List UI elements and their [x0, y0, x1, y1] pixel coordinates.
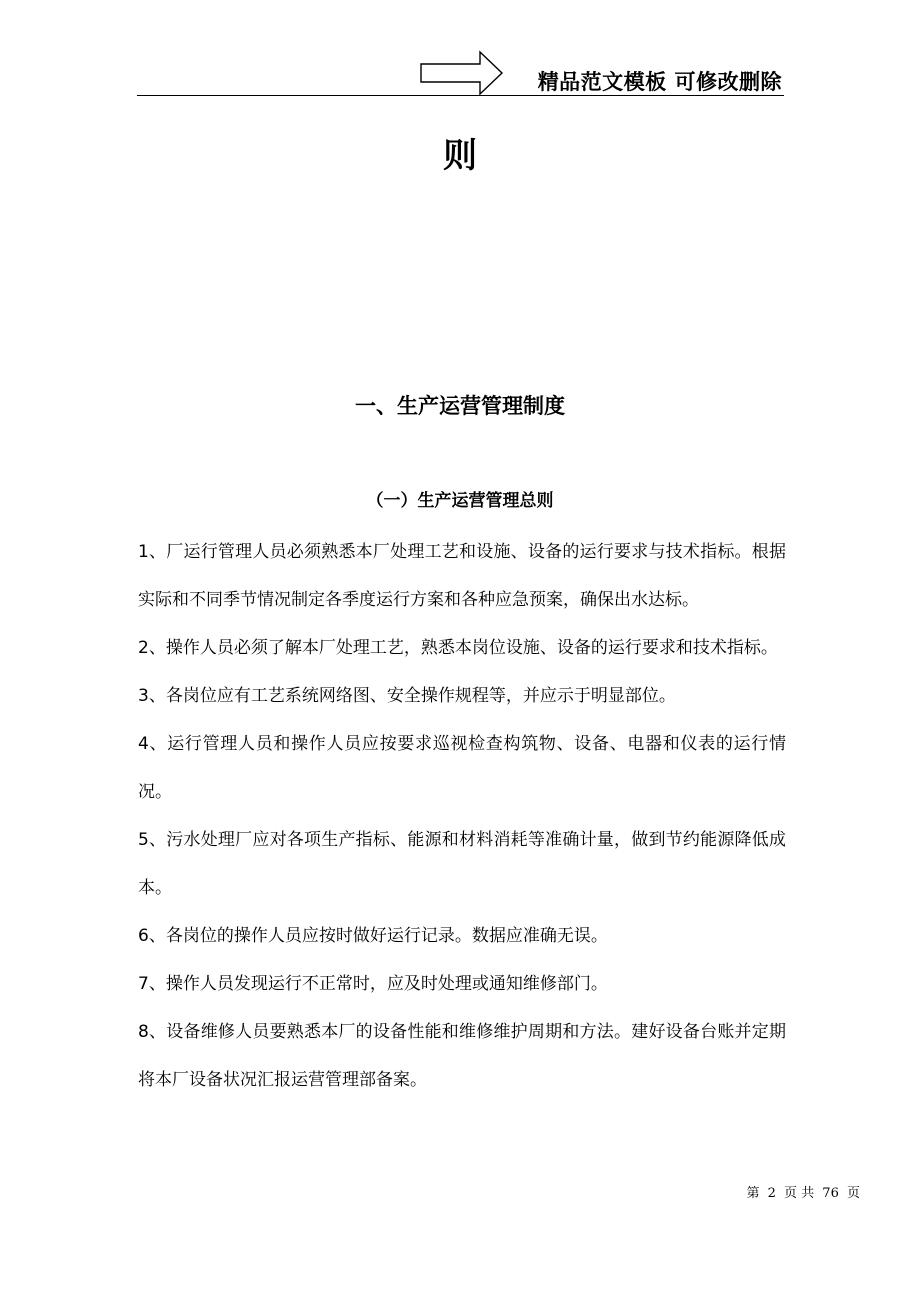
rule-item-6: 6、各岗位的操作人员应按时做好运行记录。数据应准确无误。 — [138, 926, 608, 946]
page-header — [137, 48, 784, 98]
rule-item-7: 7、操作人员发现运行不正常时，应及时处理或通知维修部门。 — [138, 974, 608, 994]
rule-item-5: 5、污水处理厂应对各项生产指标、能源和材料消耗等准确计量，做到节约能源降低成本。 — [138, 830, 786, 898]
rule-list — [138, 528, 786, 1104]
rule-item-8: 8、设备维修人员要熟悉本厂的设备性能和维修维护周期和方法。建好设备台账并定期将本厂设备状况汇报运营管理部备案。 — [138, 1022, 786, 1090]
footer-current-page: 2 — [767, 1186, 776, 1201]
rule-item-3: 3、各岗位应有工艺系统网络图、安全操作规程等，并应示于明显部位。 — [138, 686, 676, 706]
footer-prefix: 第 — [746, 1186, 760, 1201]
rule-item-1: 1、厂运行管理人员必须熟悉本厂处理工艺和设施、设备的运行要求与技术指标。根据实际和不同季节情况制定各季度运行方案和各种应急预案，确保出水达标。 — [138, 542, 786, 610]
footer-suffix: 页 — [846, 1186, 860, 1201]
rule-item-4: 4、运行管理人员和操作人员应按要求巡视检查构筑物、设备、电器和仪表的运行情况。 — [138, 734, 786, 802]
footer-total-pages: 76 — [822, 1186, 839, 1201]
section-title: 一、生产运营管理制度 — [355, 394, 565, 418]
heading-fragment: 则 — [443, 136, 477, 176]
header-divider — [137, 95, 784, 96]
rule-item-2: 2、操作人员必须了解本厂处理工艺，熟悉本岗位设施、设备的运行要求和技术指标。 — [138, 638, 778, 658]
subsection-title: （一）生产运营管理总则 — [366, 491, 554, 511]
header-banner-text: 精品范文模板 可修改删除 — [537, 70, 782, 94]
page-footer — [744, 1182, 862, 1201]
right-arrow-outline-icon — [420, 50, 504, 96]
footer-mid: 页 共 — [784, 1186, 815, 1201]
